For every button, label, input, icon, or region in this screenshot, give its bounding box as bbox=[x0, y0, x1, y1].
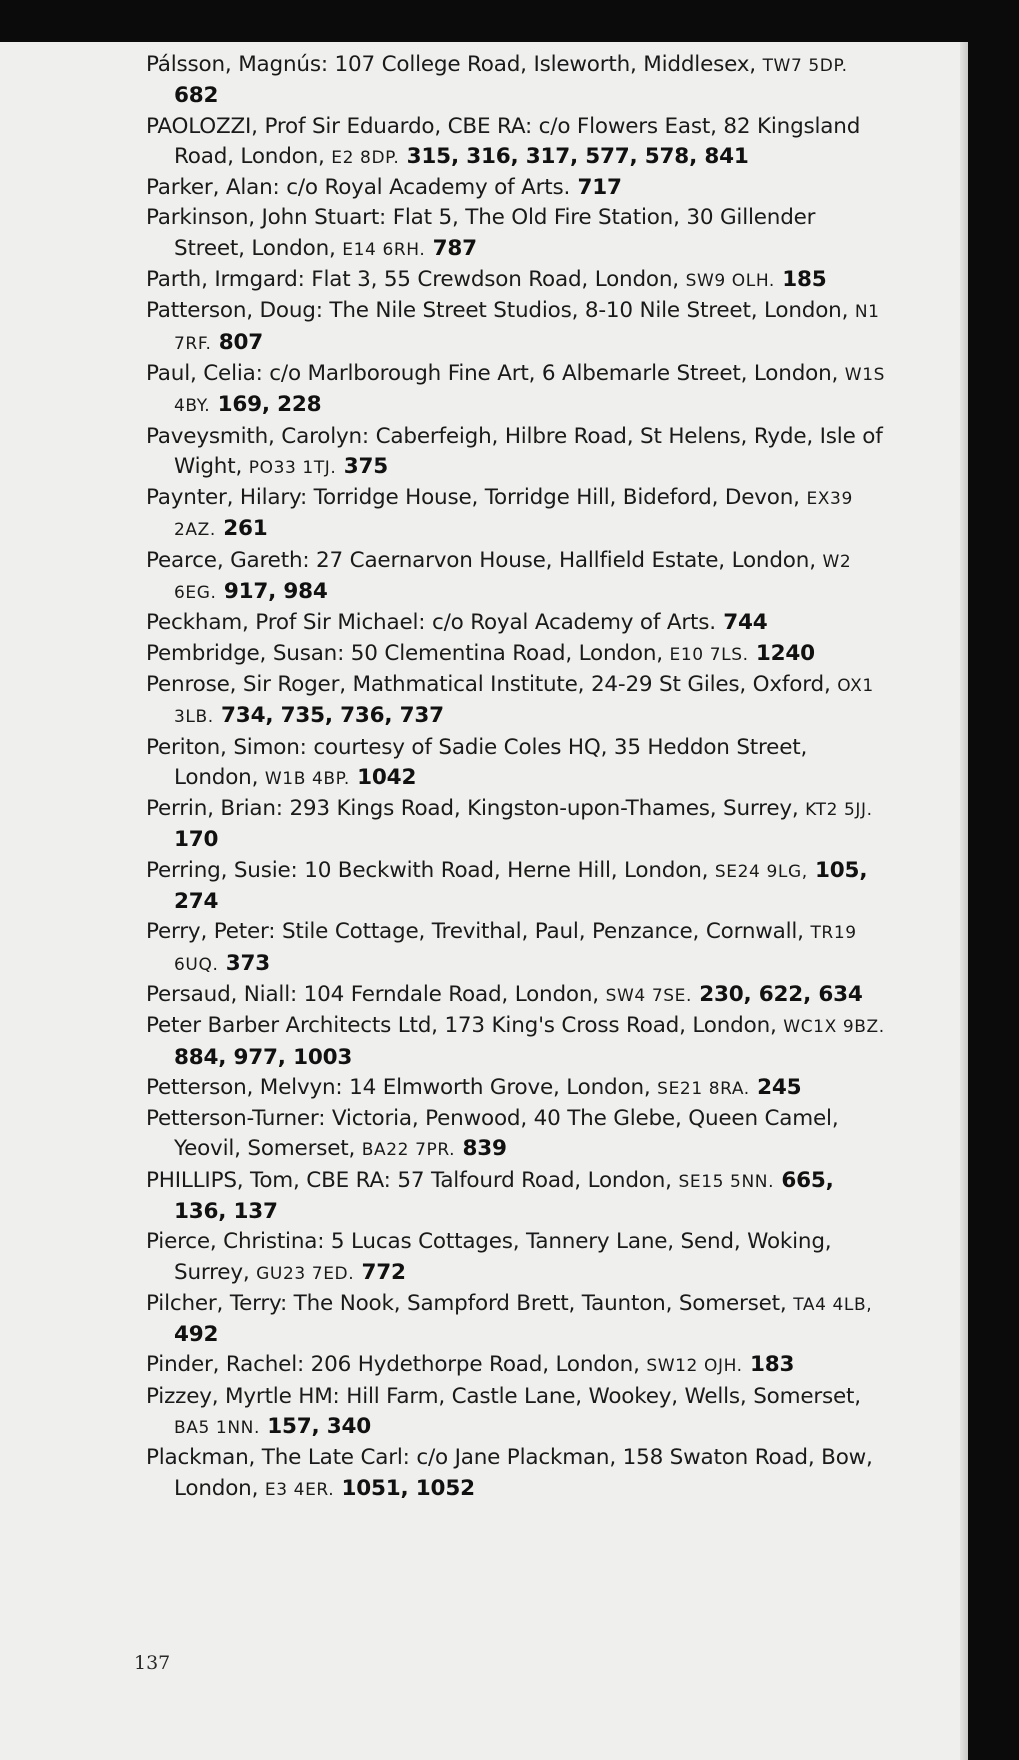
entry-catalogue-numbers: 261 bbox=[215, 516, 268, 542]
index-entry bbox=[146, 980, 886, 1011]
entry-name: Paul, Celia: bbox=[146, 360, 263, 386]
entry-address: Flat 5, The Old Fire Station, 30 Gillender Street, London, bbox=[174, 205, 816, 261]
index-entry bbox=[146, 203, 886, 265]
index-entry bbox=[146, 359, 886, 422]
index-entry bbox=[146, 546, 886, 609]
entry-catalogue-numbers: 744 bbox=[715, 610, 768, 636]
entry-address: c/o Flowers East, 82 Kingsland Road, London, bbox=[174, 113, 861, 169]
entry-address: Stile Cottage, Trevithal, Paul, Penzance, Cornwall, bbox=[275, 919, 811, 945]
entry-catalogue-numbers: 884, 977, 1003 bbox=[174, 1044, 353, 1070]
entry-address: The Nile Street Studios, 8-10 Nile Street, London, bbox=[322, 298, 855, 324]
entry-catalogue-numbers: 665, 136, 137 bbox=[174, 1167, 834, 1224]
entry-name: PAOLOZZI, Prof Sir Eduardo, CBE RA: bbox=[146, 113, 533, 139]
entry-catalogue-numbers: 169, 228 bbox=[210, 392, 322, 418]
index-entry bbox=[146, 1382, 886, 1444]
entry-address: 293 Kings Road, Kingston-upon-Thames, Surrey, bbox=[282, 796, 806, 822]
entry-catalogue-numbers: 807 bbox=[211, 329, 264, 355]
entry-address: c/o Royal Academy of Arts. bbox=[279, 175, 571, 201]
entry-postcode: TR19 6UQ. bbox=[174, 923, 857, 975]
entry-catalogue-numbers: 1042 bbox=[349, 764, 417, 790]
entry-postcode: SW4 7SE. bbox=[605, 985, 692, 1006]
entry-address: Torridge House, Torridge Hill, Bideford, Devon, bbox=[307, 485, 807, 511]
entry-name: Pilcher, Terry: bbox=[146, 1290, 288, 1316]
index-entry bbox=[146, 1011, 886, 1073]
entry-postcode: W1B 4BP. bbox=[264, 768, 350, 789]
entry-name: Parkinson, John Stuart: bbox=[146, 205, 387, 231]
entry-catalogue-numbers: 245 bbox=[749, 1074, 802, 1100]
entry-name: Pearce, Gareth: bbox=[146, 547, 310, 573]
entry-catalogue-numbers: 315, 316, 317, 577, 578, 841 bbox=[399, 143, 749, 169]
entry-name: Pierce, Christina: bbox=[146, 1229, 325, 1255]
entry-catalogue-numbers: 734, 735, 736, 737 bbox=[213, 703, 444, 729]
entry-catalogue-numbers: 105, 274 bbox=[174, 857, 868, 915]
index-entry bbox=[146, 670, 886, 733]
entry-catalogue-numbers: 183 bbox=[742, 1352, 795, 1378]
entry-name: Penrose, Sir Roger, bbox=[146, 671, 346, 697]
entry-name: Paveysmith, Carolyn: bbox=[146, 423, 369, 449]
entry-postcode: SW9 OLH. bbox=[685, 271, 775, 292]
entry-name: Pembridge, Susan: bbox=[146, 640, 345, 666]
entry-catalogue-numbers: 917, 984 bbox=[216, 579, 328, 605]
entry-catalogue-numbers: 170 bbox=[174, 827, 219, 853]
entry-name: Peckham, Prof Sir Michael: bbox=[146, 610, 426, 636]
entry-catalogue-numbers: 717 bbox=[570, 175, 622, 201]
page-number: 137 bbox=[134, 1652, 171, 1674]
entry-postcode: TA4 4LB, bbox=[793, 1294, 873, 1315]
entry-name: PHILLIPS, Tom, CBE RA: bbox=[146, 1167, 391, 1193]
entry-name: Pinder, Rachel: bbox=[146, 1352, 305, 1378]
entry-catalogue-numbers: 839 bbox=[455, 1136, 507, 1162]
index-entry bbox=[146, 1443, 886, 1505]
index-entry bbox=[146, 639, 886, 670]
entry-postcode: BA22 7PR. bbox=[361, 1140, 456, 1161]
entry-postcode: PO33 1TJ. bbox=[248, 457, 337, 478]
entry-catalogue-numbers: 772 bbox=[354, 1259, 406, 1285]
entry-postcode: WC1X 9BZ. bbox=[783, 1017, 885, 1038]
index-entry bbox=[146, 733, 886, 795]
entry-catalogue-numbers: 185 bbox=[774, 267, 827, 293]
entry-name: Petterson-Turner: bbox=[146, 1106, 326, 1132]
page-edge-shadow bbox=[960, 42, 968, 1760]
entry-address: 107 College Road, Isleworth, Middlesex, bbox=[327, 52, 763, 77]
entry-name: Patterson, Doug: bbox=[146, 298, 323, 324]
entry-address: The Nook, Sampford Brett, Taunton, Somerset, bbox=[287, 1290, 794, 1316]
entry-postcode: E10 7LS. bbox=[669, 644, 749, 665]
entry-catalogue-numbers: 1240 bbox=[748, 640, 815, 666]
entry-catalogue-numbers: 157, 340 bbox=[259, 1414, 372, 1440]
index-entry bbox=[146, 917, 886, 980]
entry-postcode: GU23 7ED. bbox=[256, 1263, 355, 1284]
entry-name: Perring, Susie: bbox=[146, 857, 298, 883]
entry-address: 10 Beckwith Road, Herne Hill, London, bbox=[297, 857, 715, 883]
entry-postcode: SE24 9LG, bbox=[714, 861, 808, 882]
entry-postcode: W2 6EG. bbox=[174, 551, 852, 604]
entry-postcode: TW7 5DP. bbox=[762, 56, 848, 76]
entry-catalogue-numbers: 1051, 1052 bbox=[334, 1475, 475, 1501]
entry-name: Plackman, The Late Carl: bbox=[146, 1445, 410, 1471]
entry-address: 104 Ferndale Road, London, bbox=[297, 981, 606, 1007]
index-entry bbox=[146, 483, 886, 546]
entry-address: Flat 3, 55 Crewdson Road, London, bbox=[304, 267, 686, 293]
index-entry bbox=[146, 296, 886, 359]
entry-postcode: E2 8DP. bbox=[331, 147, 400, 168]
entry-postcode: SE15 5NN. bbox=[678, 1171, 775, 1192]
entry-postcode: E14 6RH. bbox=[342, 239, 426, 260]
entry-name: Pálsson, Magnús: bbox=[146, 52, 328, 77]
entry-name: Perrin, Brian: bbox=[146, 796, 283, 822]
entry-postcode: SW12 OJH. bbox=[646, 1356, 743, 1377]
entry-address: courtesy of Sadie Coles HQ, 35 Heddon Street, London, bbox=[174, 734, 808, 790]
entry-address: 27 Caernarvon House, Hallfield Estate, London, bbox=[309, 547, 823, 573]
entry-address: 206 Hydethorpe Road, London, bbox=[304, 1352, 647, 1378]
entry-catalogue-numbers: 375 bbox=[336, 453, 388, 479]
index-entry bbox=[146, 50, 886, 112]
entry-postcode: W1S 4BY. bbox=[174, 364, 886, 417]
entry-catalogue-numbers: 373 bbox=[218, 950, 271, 976]
index-entry bbox=[146, 1227, 886, 1289]
entry-address: 50 Clementina Road, London, bbox=[344, 640, 670, 666]
entry-address: c/o Royal Academy of Arts. bbox=[425, 610, 716, 636]
entry-name: Peter Barber Architects Ltd, bbox=[146, 1013, 438, 1039]
entry-name: Parker, Alan: bbox=[146, 175, 280, 201]
index-entry bbox=[146, 856, 886, 918]
entry-address: Victoria, Penwood, 40 The Glebe, Queen Camel, Yeovil, Somerset, bbox=[174, 1106, 839, 1162]
index-entry bbox=[146, 265, 886, 296]
entry-address: 5 Lucas Cottages, Tannery Lane, Send, Woking, Surrey, bbox=[174, 1229, 832, 1285]
entry-catalogue-numbers: 682 bbox=[174, 83, 219, 109]
entry-postcode: BA5 1NN. bbox=[174, 1418, 260, 1439]
entry-postcode: N1 7RF. bbox=[174, 302, 880, 354]
index-entry bbox=[146, 112, 886, 174]
index-entry bbox=[146, 1166, 886, 1228]
entry-address: Hill Farm, Castle Lane, Wookey, Wells, Somerset, bbox=[339, 1383, 861, 1409]
entry-catalogue-numbers: 230, 622, 634 bbox=[691, 981, 863, 1007]
entry-name: Periton, Simon: bbox=[146, 734, 307, 760]
index-entry bbox=[146, 1350, 886, 1381]
index-entry bbox=[146, 1104, 886, 1166]
entry-address: c/o Marlborough Fine Art, 6 Albemarle Street, London, bbox=[262, 360, 845, 386]
index-entry-list bbox=[146, 50, 886, 1505]
entry-address: Mathmatical Institute, 24-29 St Giles, Oxford, bbox=[345, 671, 838, 697]
entry-catalogue-numbers: 787 bbox=[425, 235, 477, 261]
index-entry bbox=[146, 422, 886, 484]
entry-address: 14 Elmworth Grove, London, bbox=[342, 1074, 658, 1100]
index-entry bbox=[146, 1073, 886, 1104]
index-entry bbox=[146, 1289, 886, 1351]
entry-name: Paynter, Hilary: bbox=[146, 485, 308, 511]
entry-name: Pizzey, Myrtle HM: bbox=[146, 1383, 340, 1409]
index-entry bbox=[146, 608, 886, 638]
entry-postcode: EX39 2AZ. bbox=[174, 489, 853, 541]
entry-address: 57 Talfourd Road, London, bbox=[390, 1167, 679, 1193]
index-entry bbox=[146, 173, 886, 203]
entry-postcode: E3 4ER. bbox=[264, 1479, 335, 1500]
entry-name: Perry, Peter: bbox=[146, 919, 276, 945]
entry-postcode: OX1 3LB. bbox=[174, 675, 874, 728]
entry-name: Petterson, Melvyn: bbox=[146, 1074, 343, 1100]
entry-address: c/o Jane Plackman, 158 Swaton Road, Bow, London, bbox=[174, 1445, 873, 1501]
entry-postcode: KT2 5JJ. bbox=[805, 800, 873, 821]
entry-address: Caberfeigh, Hilbre Road, St Helens, Ryde, Isle of Wight, bbox=[174, 423, 883, 479]
entry-name: Parth, Irmgard: bbox=[146, 267, 305, 293]
entry-name: Persaud, Niall: bbox=[146, 981, 298, 1007]
index-entry bbox=[146, 794, 886, 856]
entry-address: 173 King's Cross Road, London, bbox=[437, 1013, 784, 1039]
entry-postcode: SE21 8RA. bbox=[657, 1078, 750, 1099]
entry-catalogue-numbers: 492 bbox=[174, 1322, 219, 1348]
